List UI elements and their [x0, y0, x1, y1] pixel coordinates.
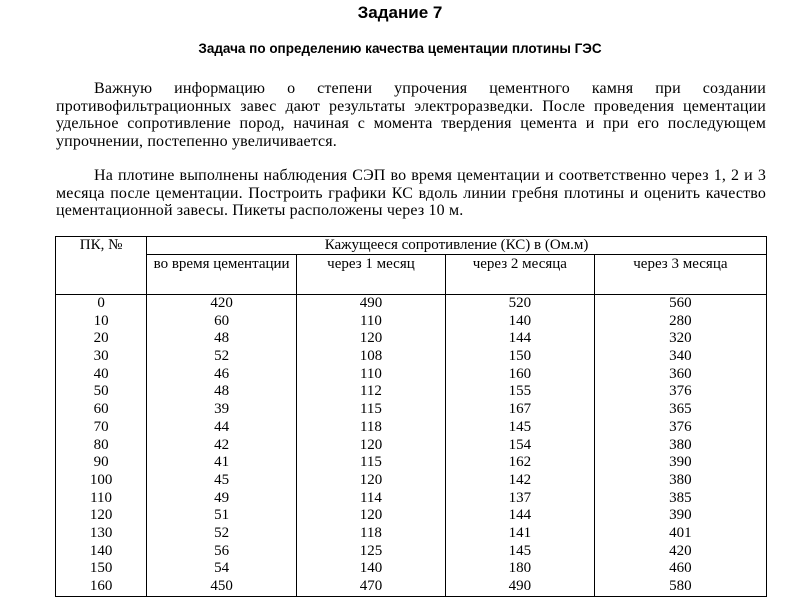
- resistivity-cell: 48: [147, 330, 297, 348]
- table-row: [56, 348, 767, 366]
- resistivity-cell: 120: [297, 507, 446, 525]
- pk-header: ПК, №: [56, 237, 147, 295]
- resistivity-cell: 140: [445, 313, 594, 331]
- pk-cell: 90: [56, 454, 147, 472]
- resistivity-cell: 115: [297, 401, 446, 419]
- resistivity-cell: 154: [445, 437, 594, 455]
- resistivity-cell: 44: [147, 419, 297, 437]
- resistivity-cell: 162: [445, 454, 594, 472]
- after-1-month-header: через 1 месяц: [297, 255, 446, 295]
- task-paragraph: На плотине выполнены наблюдения СЭП во время цементации и соответственно через 1, 2 и 3 месяца после цементации. Построить графики КС вдоль линии гребня плотины и оценить качество цементационной завесы. Пикеты расположены через 10 м.: [56, 167, 766, 219]
- resistivity-cell: 118: [297, 525, 446, 543]
- pk-cell: 50: [56, 383, 147, 401]
- resistivity-cell: 41: [147, 454, 297, 472]
- resistivity-cell: 141: [445, 525, 594, 543]
- resistivity-cell: 167: [445, 401, 594, 419]
- resistivity-cell: 39: [147, 401, 297, 419]
- resistivity-group-header: Кажущееся сопротивление (КС) в (Ом.м): [147, 237, 767, 255]
- resistivity-cell: 450: [147, 578, 297, 596]
- resistivity-cell: 160: [445, 366, 594, 384]
- resistivity-cell: 144: [445, 330, 594, 348]
- pk-cell: 40: [56, 366, 147, 384]
- resistivity-cell: 580: [594, 578, 766, 596]
- table-row: [56, 295, 767, 313]
- after-2-months-header: через 2 месяца: [445, 255, 594, 295]
- table-row: [56, 330, 767, 348]
- pk-cell: 110: [56, 490, 147, 508]
- table-row: [56, 507, 767, 525]
- resistivity-cell: 376: [594, 419, 766, 437]
- table-body: [56, 295, 767, 597]
- pk-cell: 80: [56, 437, 147, 455]
- resistivity-cell: 380: [594, 437, 766, 455]
- during-cementation-header: во время цементации: [147, 255, 297, 295]
- resistivity-cell: 180: [445, 560, 594, 578]
- resistivity-cell: 112: [297, 383, 446, 401]
- table-row: [56, 419, 767, 437]
- resistivity-cell: 470: [297, 578, 446, 596]
- resistivity-cell: 60: [147, 313, 297, 331]
- resistivity-cell: 390: [594, 454, 766, 472]
- resistivity-cell: 490: [445, 578, 594, 596]
- pk-cell: 100: [56, 472, 147, 490]
- resistivity-cell: 46: [147, 366, 297, 384]
- pk-cell: 60: [56, 401, 147, 419]
- resistivity-cell: 145: [445, 419, 594, 437]
- resistivity-table: [55, 236, 767, 597]
- resistivity-cell: 48: [147, 383, 297, 401]
- resistivity-cell: 49: [147, 490, 297, 508]
- table-row: [56, 366, 767, 384]
- resistivity-cell: 520: [445, 295, 594, 313]
- task-title: Задание 7: [357, 3, 443, 22]
- pk-cell: 120: [56, 507, 147, 525]
- resistivity-cell: 120: [297, 437, 446, 455]
- resistivity-cell: 385: [594, 490, 766, 508]
- pk-cell: 30: [56, 348, 147, 366]
- table-row: [56, 578, 767, 596]
- resistivity-cell: 420: [147, 295, 297, 313]
- resistivity-cell: 140: [297, 560, 446, 578]
- after-3-months-header: через 3 месяца: [594, 255, 766, 295]
- pk-cell: 0: [56, 295, 147, 313]
- resistivity-cell: 460: [594, 560, 766, 578]
- resistivity-cell: 110: [297, 366, 446, 384]
- table-row: [56, 401, 767, 419]
- resistivity-cell: 52: [147, 348, 297, 366]
- table-row: [56, 313, 767, 331]
- intro-paragraph: Важную информацию о степени упрочения цементного камня при создании противофильтрационных завес дают результаты электроразведки. После проведения цементации удельное сопротивление пород, начиная с момента твердения цемента и при его последующем упрочнении, постепенно увеличивается.: [56, 80, 766, 150]
- pk-cell: 70: [56, 419, 147, 437]
- table-row: [56, 490, 767, 508]
- resistivity-cell: 155: [445, 383, 594, 401]
- resistivity-cell: 118: [297, 419, 446, 437]
- resistivity-cell: 376: [594, 383, 766, 401]
- resistivity-cell: 110: [297, 313, 446, 331]
- resistivity-cell: 390: [594, 507, 766, 525]
- resistivity-cell: 560: [594, 295, 766, 313]
- resistivity-cell: 56: [147, 543, 297, 561]
- resistivity-cell: 137: [445, 490, 594, 508]
- pk-cell: 130: [56, 525, 147, 543]
- resistivity-cell: 144: [445, 507, 594, 525]
- pk-cell: 150: [56, 560, 147, 578]
- table-row: [56, 525, 767, 543]
- resistivity-cell: 365: [594, 401, 766, 419]
- resistivity-cell: 142: [445, 472, 594, 490]
- resistivity-cell: 340: [594, 348, 766, 366]
- resistivity-cell: 490: [297, 295, 446, 313]
- pk-cell: 140: [56, 543, 147, 561]
- resistivity-cell: 125: [297, 543, 446, 561]
- resistivity-cell: 42: [147, 437, 297, 455]
- resistivity-cell: 45: [147, 472, 297, 490]
- resistivity-cell: 115: [297, 454, 446, 472]
- resistivity-cell: 280: [594, 313, 766, 331]
- resistivity-cell: 420: [594, 543, 766, 561]
- table-row: [56, 543, 767, 561]
- resistivity-cell: 120: [297, 472, 446, 490]
- table-row: [56, 454, 767, 472]
- resistivity-cell: 108: [297, 348, 446, 366]
- resistivity-cell: 401: [594, 525, 766, 543]
- resistivity-cell: 51: [147, 507, 297, 525]
- task-subtitle: Задача по определению качества цементации плотины ГЭС: [198, 41, 602, 56]
- table-row: [56, 437, 767, 455]
- table-row: [56, 472, 767, 490]
- table-row: [56, 560, 767, 578]
- resistivity-cell: 380: [594, 472, 766, 490]
- resistivity-cell: 120: [297, 330, 446, 348]
- resistivity-cell: 150: [445, 348, 594, 366]
- resistivity-cell: 360: [594, 366, 766, 384]
- pk-cell: 20: [56, 330, 147, 348]
- table-row: [56, 383, 767, 401]
- resistivity-cell: 145: [445, 543, 594, 561]
- pk-cell: 10: [56, 313, 147, 331]
- resistivity-cell: 54: [147, 560, 297, 578]
- resistivity-cell: 52: [147, 525, 297, 543]
- resistivity-cell: 320: [594, 330, 766, 348]
- pk-cell: 160: [56, 578, 147, 596]
- resistivity-cell: 114: [297, 490, 446, 508]
